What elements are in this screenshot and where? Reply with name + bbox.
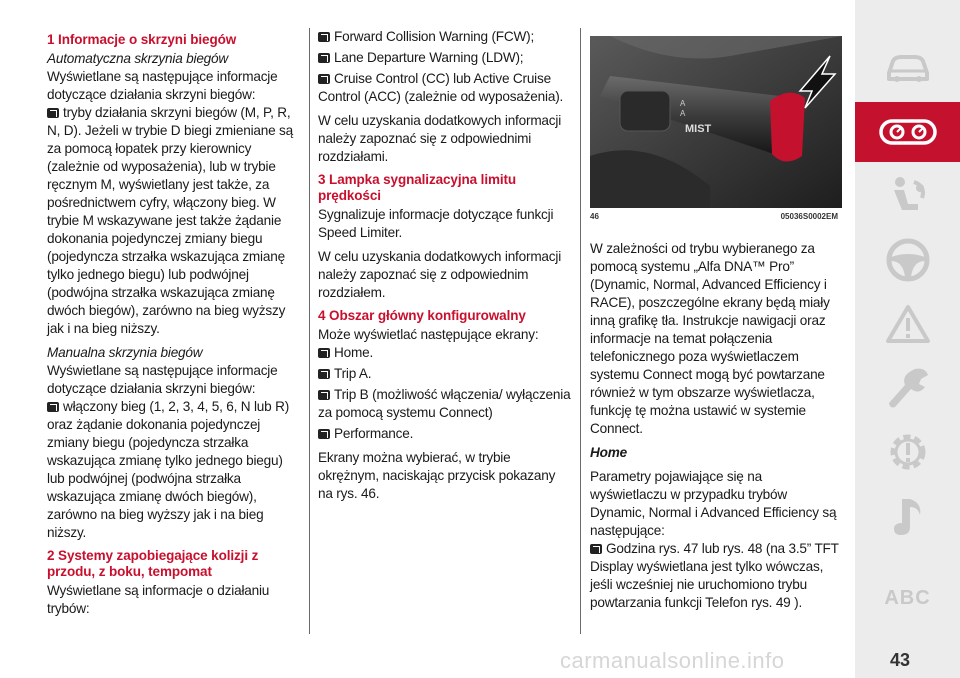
paragraph-drive-modes: W zależności od trybu wybieranego za pomocą systemu „Alfa DNA™ Pro” (Dynamic, Normal, Advanced Efficiency i RACE), poszczególne ekrany będą miały inną grafikę tła. Instrukcje nawigacji oraz informacje na temat połączenia telefonicznego poza wyświetlaczem systemu Connect mogą być powtarzane również w tym obszarze wyświetlacza, funkcję tę można ustawić w systemie Connect. xyxy=(590,241,830,436)
column-2 xyxy=(318,28,573,509)
lever-symbol: A xyxy=(680,99,686,108)
index-label: ABC xyxy=(884,586,931,609)
paragraph-manual-intro: Wyświetlane są następujące informacje dotyczące działania skrzyni biegów: xyxy=(47,363,278,396)
bullet-text: Cruise Control (CC) lub Active Cruise Control (ACC) (zależnie od wyposażenia). xyxy=(318,71,564,104)
bullet-ldw xyxy=(318,49,573,67)
highlight-button xyxy=(770,93,805,162)
page-number: 43 xyxy=(889,650,911,670)
bullet-home xyxy=(318,344,573,362)
sidebar-item-driving[interactable] xyxy=(855,230,960,290)
bullet-auto-modes xyxy=(47,104,297,338)
bullet-text: włączony bieg (1, 2, 3, 4, 5, 6, N lub R) oraz żądanie dokonania pojedynczej zmiany biegu (pojedyncza strzałka wskazująca zmianę tylko jednego biegu) lub podwójnej (podwójna strzałka wskazująca zmianę dwóch biegów), zarówno na bieg wyższy jak i na bieg niższy. xyxy=(47,399,290,540)
paragraph-select-screens: Ekrany można wybierać, w trybie okrężnym, naciskając przycisk pokazany na rys. 46. xyxy=(318,450,556,501)
sidebar-item-index[interactable] xyxy=(855,568,960,628)
sidebar-item-technical[interactable] xyxy=(855,422,960,482)
bullet-icon xyxy=(318,74,330,84)
bullet-text: Performance. xyxy=(334,426,414,441)
bullet-trip-a xyxy=(318,365,573,383)
bullet-clock xyxy=(590,540,842,612)
figure-number: 46 xyxy=(590,212,599,221)
figure-code: 05036S0002EM xyxy=(780,212,838,221)
bullet-text: Trip A. xyxy=(334,366,372,381)
bullet-cruise xyxy=(318,70,573,106)
column-3 xyxy=(590,240,842,615)
bullet-icon xyxy=(318,348,330,358)
chapter-sidebar xyxy=(855,0,960,678)
figure-stalk-photo xyxy=(590,36,842,208)
bullet-icon xyxy=(318,53,330,63)
music-note-icon xyxy=(888,493,928,539)
car-icon xyxy=(883,51,933,85)
bullet-fcw xyxy=(318,28,573,46)
heading-main-area: 4 Obszar główny konfigurowalny xyxy=(318,308,526,323)
sidebar-item-dashboard[interactable] xyxy=(855,102,960,162)
figure-caption xyxy=(590,212,842,221)
sidebar-item-emergency[interactable] xyxy=(855,294,960,354)
paragraph-speed-limiter: Sygnalizuje informacje dotyczące funkcji Speed Limiter. xyxy=(318,207,554,240)
gear-icon xyxy=(885,429,931,475)
bullet-icon xyxy=(590,544,602,554)
column-divider xyxy=(309,28,310,634)
lever-symbol: A xyxy=(680,109,686,118)
column-1 xyxy=(47,28,297,624)
steering-wheel-icon xyxy=(885,237,931,283)
bullet-icon xyxy=(318,429,330,439)
bullet-icon xyxy=(318,369,330,379)
bullet-trip-b xyxy=(318,386,573,422)
paragraph-home-params: Parametry pojawiające się na wyświetlaczu w przypadku trybów Dynamic, Normal i Advanced Efficiency są następujące: xyxy=(590,469,837,538)
paragraph-more-info-1: W celu uzyskania dodatkowych informacji należy zapoznać się z odpowiednimi rozdziałami. xyxy=(318,113,562,164)
wrench-icon xyxy=(885,365,931,411)
paragraph-collision-intro: Wyświetlane są informacje o działaniu trybów: xyxy=(47,583,270,616)
sidebar-item-car[interactable] xyxy=(855,38,960,98)
paragraph-screens-intro: Może wyświetlać następujące ekrany: xyxy=(318,327,539,342)
subheading-automatic: Automatyczna skrzynia biegów xyxy=(47,51,229,66)
bullet-icon xyxy=(318,390,330,400)
subheading-home: Home xyxy=(590,445,627,460)
bullet-text: Home. xyxy=(334,345,374,360)
bullet-icon xyxy=(47,108,59,118)
heading-gearbox-info: 1 Informacje o skrzyni biegów xyxy=(47,32,237,47)
lever-label: MIST xyxy=(685,123,712,135)
bullet-text: tryby działania skrzyni biegów (M, P, R, N, D). Jeżeli w trybie D biegi zmieniane są za pomocą łopatek przy kierownicy (zależnie od wyposażenia), lub w trybie ręcznym M, wyświetlany jest także, za pośrednictwem cyfry, włączony bieg. W trybie M wskazywane jest także żądanie dokonania pojedynczej zmiany biegu (pojedyncza strzałka wskazująca zmianę tylko jednego biegu) lub podwójnej (podwójna strzałka wskazująca zmianę dwóch biegów), zarówno na bieg wyższy jak i na bieg niższy. xyxy=(47,105,293,336)
bullet-performance xyxy=(318,425,573,443)
bullet-text: Godzina rys. 47 lub rys. 48 (na 3.5” TFT Display wyświetlana jest tylko wówczas, jeśli wcześniej nie uruchomiono trybu powtarzania funkcji Telefon rys. 49 ). xyxy=(590,541,839,610)
sidebar-item-multimedia[interactable] xyxy=(855,486,960,546)
bullet-icon xyxy=(47,402,59,412)
wiper-stalk-illustration xyxy=(590,36,842,208)
bullet-icon xyxy=(318,32,330,42)
watermark: carmanualsonline.info xyxy=(560,648,785,673)
bullet-text: Lane Departure Warning (LDW); xyxy=(334,50,524,65)
bullet-text: Trip B (możliwość włączenia/ wyłączenia za pomocą systemu Connect) xyxy=(318,387,571,420)
dashboard-gauges-icon xyxy=(878,117,938,147)
warning-triangle-icon xyxy=(885,303,931,345)
paragraph-auto-intro: Wyświetlane są następujące informacje dotyczące działania skrzyni biegów: xyxy=(47,69,278,102)
bullet-text: Forward Collision Warning (FCW); xyxy=(334,29,535,44)
bullet-manual-gear xyxy=(47,398,297,542)
seat-airbag-icon xyxy=(886,174,930,218)
sidebar-item-maintenance[interactable] xyxy=(855,358,960,418)
sidebar-item-safety[interactable] xyxy=(855,166,960,226)
column-divider xyxy=(580,28,581,634)
heading-speed-limit-lamp: 3 Lampka sygnalizacyjna limitu prędkości xyxy=(318,172,517,203)
subheading-manual: Manualna skrzynia biegów xyxy=(47,345,203,360)
paragraph-more-info-2: W celu uzyskania dodatkowych informacji należy zapoznać się z odpowiednim rozdziałem. xyxy=(318,249,562,300)
heading-collision-systems: 2 Systemy zapobiegające kolizji z przodu, z boku, tempomat xyxy=(47,548,259,579)
